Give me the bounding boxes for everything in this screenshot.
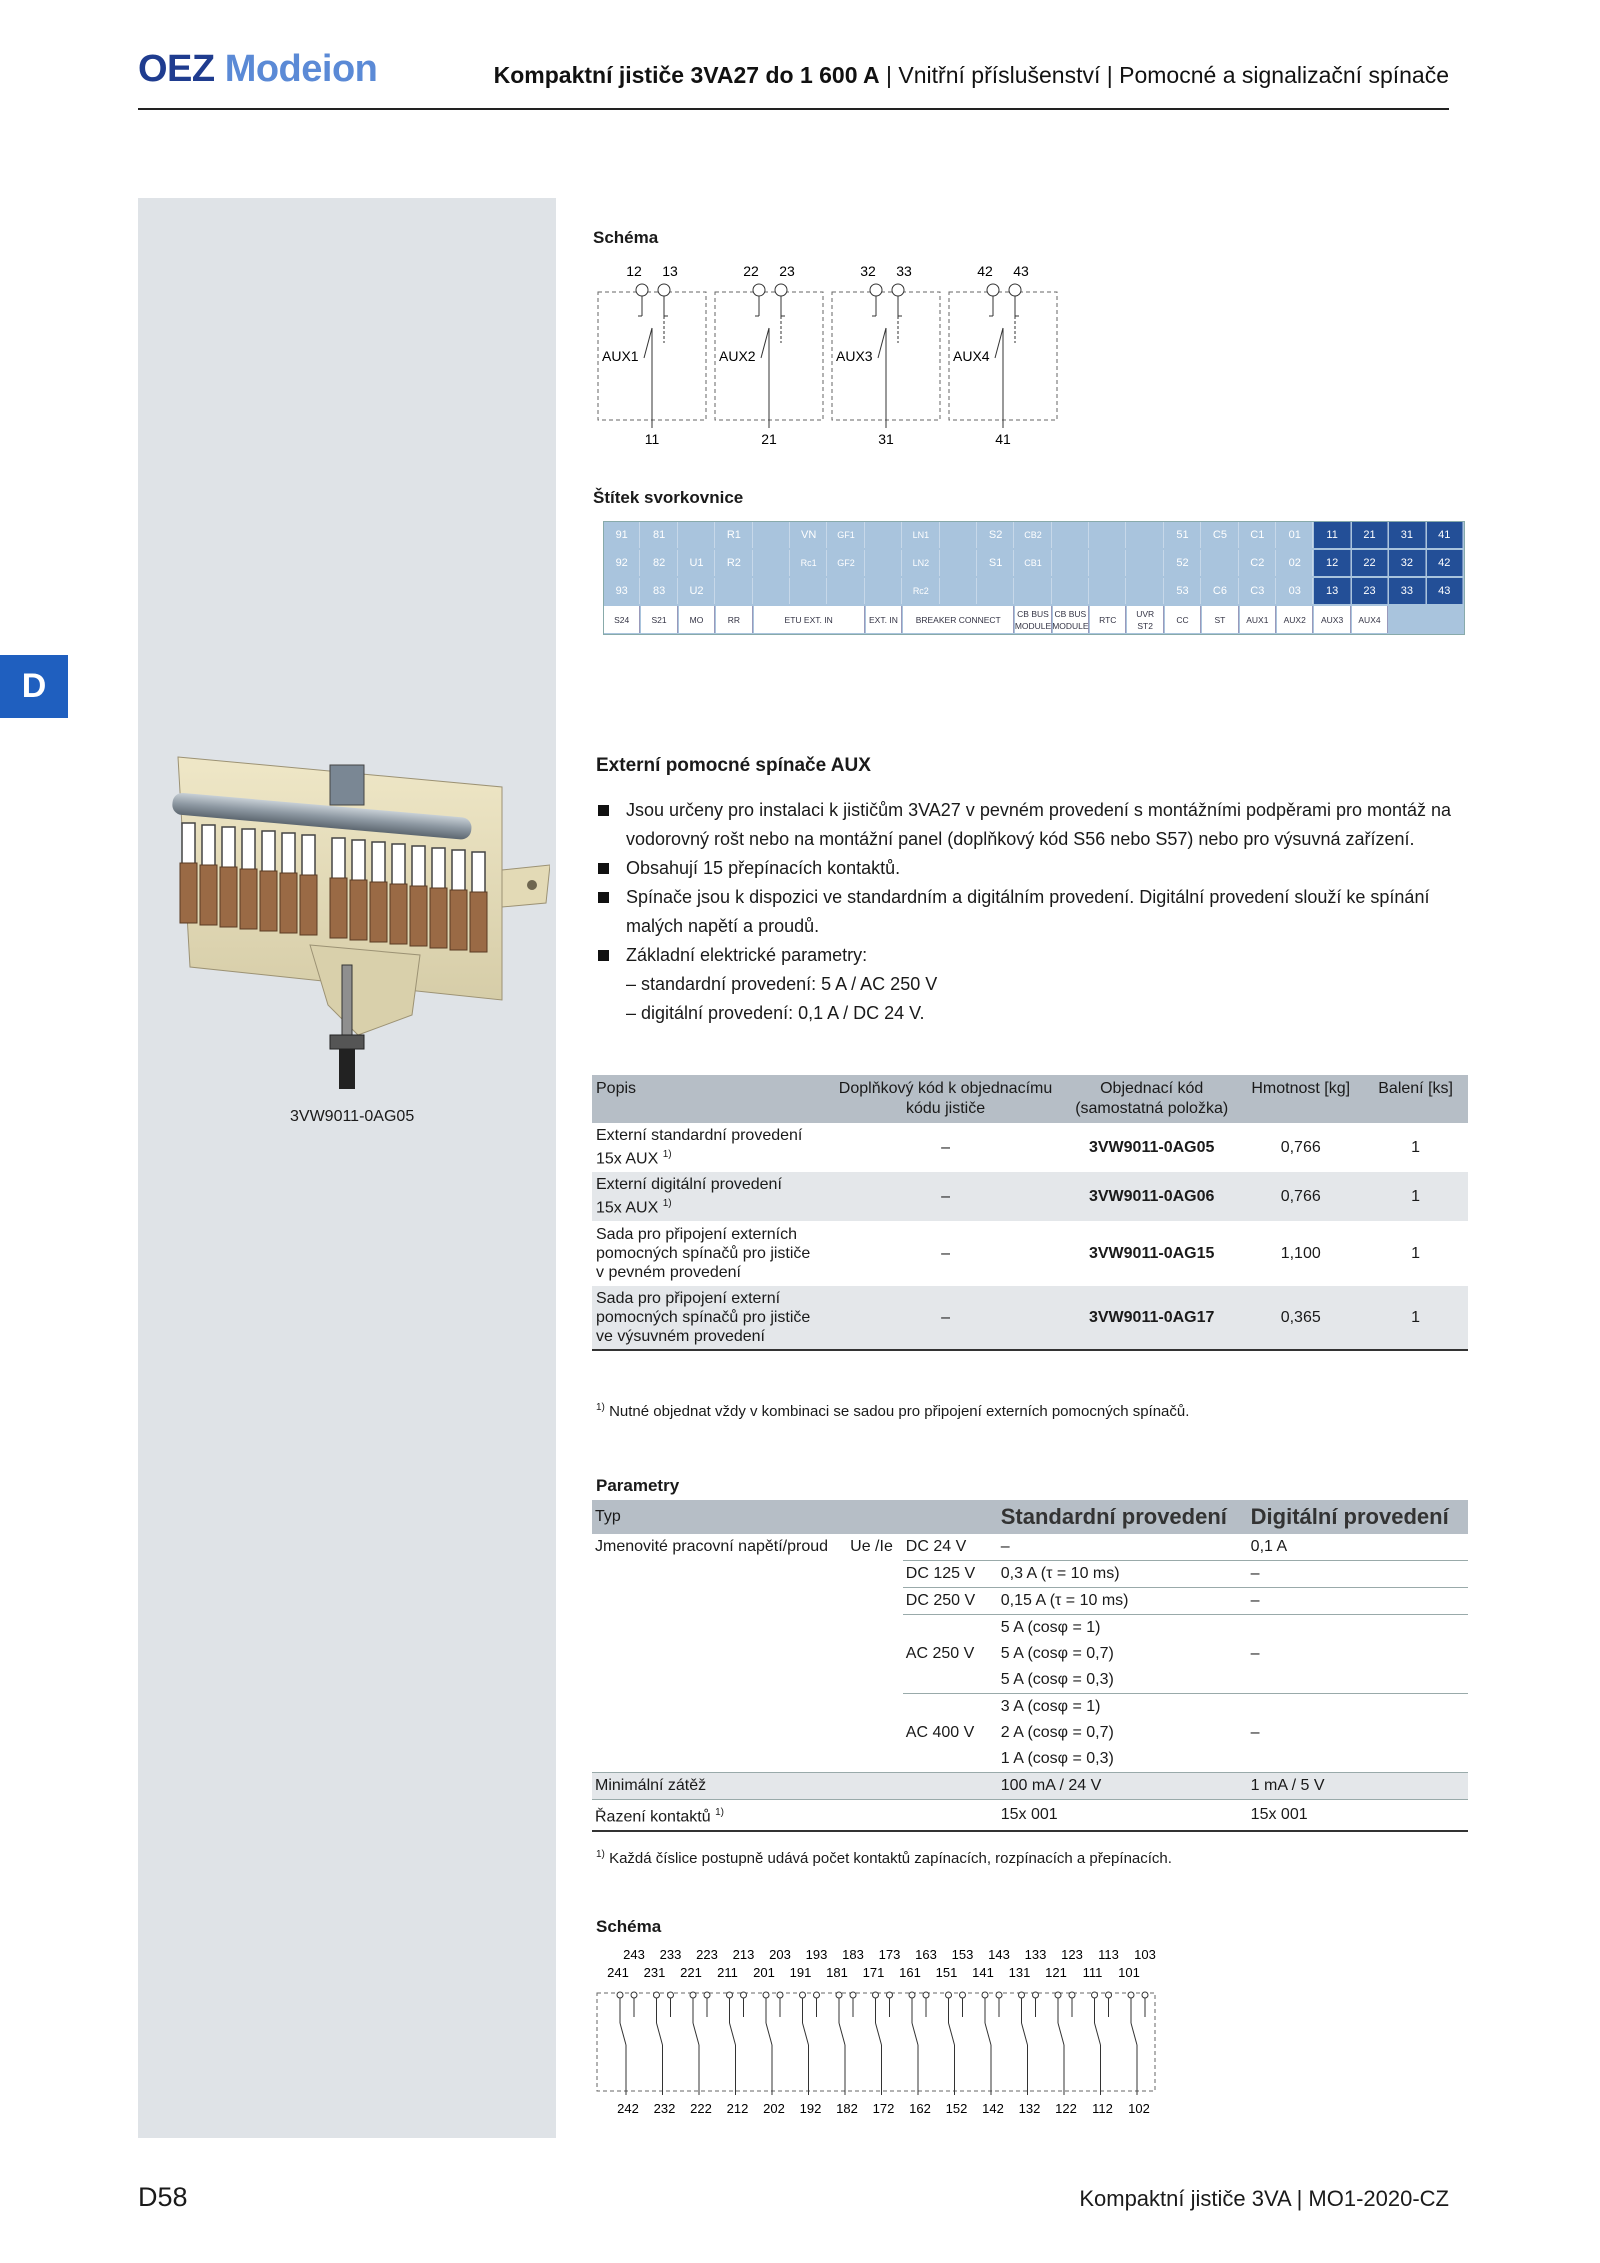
terminal-cell: 41: [1427, 522, 1463, 548]
terminal-label: 183: [842, 1947, 864, 1962]
terminal-node: [923, 1992, 929, 1998]
terminal-cell: [716, 578, 752, 604]
terminal-cell: 81: [641, 522, 677, 548]
terminal-node: [996, 1992, 1002, 1998]
terminal-cell: 52: [1165, 550, 1201, 576]
terminal-cell: 43: [1427, 578, 1463, 604]
terminal-label: 181: [826, 1965, 848, 1980]
terminal-label: 152: [945, 2101, 968, 2116]
terminal-label: 132: [1018, 2101, 1041, 2116]
terminal-label: 121: [1045, 1965, 1067, 1980]
terminal-group-label: S24: [604, 606, 640, 633]
chapter-tab[interactable]: D: [0, 655, 68, 718]
terminal-label: 102: [1128, 2101, 1150, 2116]
terminal-node: [1069, 1992, 1075, 1998]
terminal-label: 182: [836, 2101, 858, 2116]
table-row: 3 A (cosφ = 1): [1000, 1698, 1101, 1715]
terminal-cell: 13: [1314, 578, 1350, 604]
table-row: Externí digitální provedení 15x AUX $^{1)}$ – 3VW9011-0AG06 0,766 1: [592, 1172, 1468, 1221]
switch-blade: [761, 328, 769, 358]
terminal-group-label: CC: [1165, 606, 1201, 633]
terminal-cell: Rc1: [791, 550, 827, 576]
terminal-cell: [1015, 578, 1051, 604]
terminal-cell: [754, 550, 790, 576]
terminal-label: 162: [909, 2101, 931, 2116]
terminal-label: 141: [972, 1965, 994, 1980]
terminal-label: 192: [799, 2101, 822, 2116]
terminal-cell: C1: [1240, 522, 1276, 548]
terminal-cell: [941, 522, 977, 548]
terminal-node: [960, 1992, 966, 1998]
schema-title: Schéma: [593, 228, 659, 247]
aux-schema-diagram: [592, 258, 1072, 458]
terminal-node: [636, 284, 648, 296]
terminal-label: 223: [696, 1947, 718, 1962]
terminal-label: 153: [951, 1947, 974, 1962]
terminal-cell: 93: [604, 578, 640, 604]
aux-label: AUX4: [953, 348, 990, 364]
list-item: Základní elektrické parametry:: [596, 941, 1476, 970]
terminal-label: 212: [726, 2101, 749, 2116]
table-row: AC 400 V 2 A (cosφ = 0,7) –: [905, 1724, 1260, 1741]
terminal-group-label: AUX2: [1277, 606, 1313, 633]
terminal-cell: [828, 578, 864, 604]
terminal-node: [727, 1992, 733, 1998]
terminal-cell: 83: [641, 578, 677, 604]
terminal-cell: CB1: [1015, 550, 1051, 576]
terminal-node: [946, 1992, 952, 1998]
terminal-node: [1128, 1992, 1134, 1998]
terminal-node: [1106, 1992, 1112, 1998]
terminal-cell: S1: [978, 550, 1014, 576]
terminal-cell: 33: [1389, 578, 1425, 604]
table-row: 5 A (cosφ = 0,3): [592, 1667, 1468, 1694]
terminal-label: 33: [896, 263, 912, 279]
terminal-label: 213: [732, 1947, 755, 1962]
terminal-cell: [754, 578, 790, 604]
terminal-node: [870, 284, 882, 296]
terminal-title: Štítek svorkovnice: [593, 488, 744, 507]
terminal-label: 31: [878, 431, 894, 447]
terminal-cell: C5: [1202, 522, 1238, 548]
terminal-group-label: UVR ST2: [1127, 606, 1163, 633]
table-row: Jmenovité pracovní napětí/proud Ue /Ie DC 24 V – 0,1 A: [592, 1534, 1468, 1561]
terminal-cell: R2: [716, 550, 752, 576]
switch-blade: [1131, 2023, 1137, 2045]
terminal-label: 221: [680, 1965, 702, 1980]
terminal-label: 202: [763, 2101, 785, 2116]
terminal-label: 103: [1134, 1947, 1156, 1962]
switch-blade: [644, 328, 652, 358]
terminal-cell: [1053, 578, 1089, 604]
terminal-label: 201: [753, 1965, 775, 1980]
terminal-label: 13: [662, 263, 678, 279]
terminal-cell: 31: [1389, 522, 1425, 548]
terminal-label: 243: [623, 1947, 645, 1962]
header-divider: [138, 108, 1449, 110]
switch-blade: [657, 2023, 663, 2045]
terminal-label: 22: [743, 263, 759, 279]
table-row: Sada pro připojení externích pomocných spínačů pro jističe v pevném provedení – 3VW9011-0AG15 1,100 1: [592, 1221, 1468, 1285]
table-row: DC 125 V 0,3 A (τ = 10 ms) –: [592, 1561, 1468, 1588]
switch-blade: [878, 328, 886, 358]
terminal-group-label: AUX3: [1314, 606, 1350, 633]
terminal-node: [658, 284, 670, 296]
table-row: DC 250 V 0,15 A (τ = 10 ms) –: [592, 1588, 1468, 1615]
terminal-label: 143: [988, 1947, 1010, 1962]
terminal-node: [741, 1992, 747, 1998]
terminal-label: 42: [977, 263, 993, 279]
switch-blade: [730, 2023, 736, 2045]
terminal-cell: [1202, 550, 1238, 576]
terminal-label: 142: [982, 2101, 1004, 2116]
terminal-cell: [866, 522, 902, 548]
terminal-cell: 82: [641, 550, 677, 576]
list-subitem: – digitální provedení: 0,1 A / DC 24 V.: [626, 1003, 925, 1023]
terminal-node: [909, 1992, 915, 1998]
terminal-cell: Rc2: [903, 578, 939, 604]
terminal-node: [777, 1992, 783, 1998]
terminal-cell: U2: [679, 578, 715, 604]
product-title: Externí pomocné spínače AUX: [596, 755, 871, 776]
terminal-node: [617, 1992, 623, 1998]
terminal-node: [1092, 1992, 1098, 1998]
terminal-label: 171: [862, 1965, 885, 1980]
switch-blade: [620, 2023, 626, 2045]
switch-blade: [876, 2023, 882, 2045]
terminal-cell: 53: [1165, 578, 1201, 604]
terminal-label: 193: [805, 1947, 828, 1962]
terminal-node: [873, 1992, 879, 1998]
terminal-node: [892, 284, 904, 296]
contact-schema-diagram: [592, 1945, 1172, 2120]
terminal-cell: 32: [1389, 550, 1425, 576]
terminal-label: 172: [872, 2101, 895, 2116]
terminal-node: [704, 1992, 710, 1998]
terminal-group-label: RTC: [1090, 606, 1126, 633]
terminal-cell: 22: [1352, 550, 1388, 576]
terminal-node: [887, 1992, 893, 1998]
terminal-group-label: ST: [1202, 606, 1238, 633]
terminal-cell: 11: [1314, 522, 1350, 548]
terminal-cell: R1: [716, 522, 752, 548]
terminal-cell: U1: [679, 550, 715, 576]
table-row: Externí standardní provedení 15x AUX $^{1)}$ – 3VW9011-0AG05 0,766 1: [592, 1123, 1468, 1172]
terminal-cell: [791, 578, 827, 604]
terminal-cell: 02: [1277, 550, 1313, 576]
page-number: D58: [138, 2182, 188, 2212]
table-row: 1 A (cosφ = 0,3): [592, 1746, 1468, 1773]
list-subitem: – standardní provedení: 5 A / AC 250 V: [626, 974, 938, 994]
terminal-node: [753, 284, 765, 296]
terminal-label: 241: [607, 1965, 629, 1980]
params-title: Parametry: [596, 1476, 680, 1495]
terminal-label: 122: [1055, 2101, 1077, 2116]
switch-blade: [912, 2023, 918, 2045]
terminal-cell: [941, 550, 977, 576]
terminal-node: [763, 1992, 769, 1998]
left-sidebar-panel: [138, 198, 556, 2138]
terminal-label: 191: [789, 1965, 812, 1980]
product-bullets: [596, 796, 1476, 1028]
list-item: Spínače jsou k dispozici ve standardním a digitálním provedení. Digitální provedení slouží ke spínání malých napětí a proudů.: [596, 883, 1476, 941]
terminal-label: 21: [761, 431, 777, 447]
switch-blade: [1058, 2023, 1064, 2045]
terminal-cell: C2: [1240, 550, 1276, 576]
terminal-cell: [1090, 550, 1126, 576]
terminal-label: 131: [1008, 1965, 1031, 1980]
schema2-title: Schéma: [596, 1917, 662, 1936]
terminal-label: 41: [995, 431, 1011, 447]
terminal-node: [982, 1992, 988, 1998]
terminal-node: [775, 284, 787, 296]
list-item: Jsou určeny pro instalaci k jističům 3VA27 v pevném provedení s montážními podpěrami pro montáž na vodorovný rošt nebo na montážní panel (doplňkový kód S56 nebo S57) nebo pro výsuvná zařízení.: [596, 796, 1476, 854]
terminal-cell: LN1: [903, 522, 939, 548]
terminal-group-label: BREAKER CONNECT: [903, 606, 1014, 633]
terminal-strip: [603, 521, 1465, 635]
terminal-group-label: RR: [716, 606, 752, 633]
terminal-label: 23: [779, 263, 795, 279]
terminal-node: [1142, 1992, 1148, 1998]
terminal-cell: [679, 522, 715, 548]
table-row: 5 A (cosφ = 1): [1000, 1619, 1101, 1636]
terminal-cell: 42: [1427, 550, 1463, 576]
terminal-label: 32: [860, 263, 876, 279]
terminal-group-label: CB BUS MODULE: [1053, 606, 1089, 633]
switch-blade: [803, 2023, 809, 2045]
terminal-cell: S2: [978, 522, 1014, 548]
terminal-node: [631, 1992, 637, 1998]
switch-blade: [985, 2023, 991, 2045]
terminal-cell: [1127, 550, 1163, 576]
aux-label: AUX2: [719, 348, 756, 364]
terminal-group-label: ETU EXT. IN: [754, 606, 865, 633]
terminal-cell: 03: [1277, 578, 1313, 604]
terminal-cell: [978, 578, 1014, 604]
terminal-node: [690, 1992, 696, 1998]
terminal-label: 11: [644, 431, 660, 447]
terminal-label: 173: [878, 1947, 901, 1962]
terminal-cell: [1090, 522, 1126, 548]
terminal-label: 123: [1061, 1947, 1083, 1962]
aux-label: AUX1: [602, 348, 639, 364]
terminal-cell: [754, 522, 790, 548]
terminal-label: 211: [717, 1965, 738, 1980]
terminal-group-label: MO: [679, 606, 715, 633]
params-table: [592, 1500, 1468, 1832]
terminal-cell: 12: [1314, 550, 1350, 576]
terminal-cell: VN: [791, 522, 827, 548]
header-title: Kompaktní jističe 3VA27 do 1 600 A | Vnitřní příslušenství | Pomocné a signalizační spínače: [493, 62, 1449, 88]
terminal-node: [850, 1992, 856, 1998]
product-image: [150, 745, 550, 1125]
terminal-cell: 21: [1352, 522, 1388, 548]
table-row: Sada pro připojení externí pomocných spínačů pro jističe ve výsuvném provedení – 3VW9011-0AG17 0,365 1: [592, 1285, 1468, 1350]
table-row: Řazení kontaktů $^{1)}$ 15x 001 15x 001: [592, 1800, 1468, 1832]
terminal-cell: 91: [604, 522, 640, 548]
order-table: [592, 1075, 1468, 1351]
terminal-cell: 92: [604, 550, 640, 576]
terminal-cell: CB2: [1015, 522, 1051, 548]
terminal-label: 133: [1024, 1947, 1047, 1962]
terminal-node: [668, 1992, 674, 1998]
switch-blade: [693, 2023, 699, 2045]
switch-blade: [839, 2023, 845, 2045]
terminal-cell: [1127, 522, 1163, 548]
terminal-label: 43: [1013, 263, 1029, 279]
switch-blade: [1095, 2023, 1101, 2045]
terminal-label: 112: [1092, 2101, 1113, 2116]
terminal-cell: [866, 550, 902, 576]
terminal-cell: C6: [1202, 578, 1238, 604]
table-header-row: Typ Standardní provedení Digitální provedení: [592, 1500, 1468, 1534]
terminal-label: 231: [643, 1965, 666, 1980]
params-footnote: $^{1)}$ Každá číslice postupně udává počet kontaktů zapínacích, rozpínacích a přepínacích.: [596, 1849, 1172, 1867]
terminal-cell: LN2: [903, 550, 939, 576]
terminal-node: [654, 1992, 660, 1998]
table-row: AC 250 V 5 A (cosφ = 0,7) –: [905, 1645, 1260, 1662]
terminal-cell: GF2: [828, 550, 864, 576]
terminal-node: [987, 284, 999, 296]
terminal-group-label: S21: [641, 606, 677, 633]
footer-title: Kompaktní jističe 3VA | MO1-2020-CZ: [1079, 2186, 1449, 2211]
switch-blade: [949, 2023, 955, 2045]
terminal-cell: [866, 578, 902, 604]
terminal-label: 111: [1082, 1965, 1103, 1980]
terminal-cell: [941, 578, 977, 604]
terminal-cell: 23: [1352, 578, 1388, 604]
terminal-label: 233: [659, 1947, 682, 1962]
terminal-label: 101: [1118, 1965, 1140, 1980]
terminal-label: 113: [1098, 1947, 1119, 1962]
terminal-group-label: CB BUS MODULE: [1015, 606, 1051, 633]
brand-logo: OEZ Modeion: [138, 48, 378, 90]
terminal-node: [1033, 1992, 1039, 1998]
terminal-node: [836, 1992, 842, 1998]
table-header-row: Popis Doplňkový kód k objednacímu kódu jističe Objednací kód (samostatná položka) Hmotnost [kg] Balení [ks]: [592, 1075, 1468, 1123]
product-image-caption: 3VW9011-0AG05: [290, 1108, 415, 1125]
terminal-cell: 01: [1277, 522, 1313, 548]
order-footnote: $^{1)}$ Nutné objednat vždy v kombinaci se sadou pro připojení externích pomocných spínačů.: [596, 1402, 1190, 1420]
terminal-label: 161: [899, 1965, 921, 1980]
terminal-node: [1055, 1992, 1061, 1998]
terminal-cell: GF1: [828, 522, 864, 548]
switch-blade: [766, 2023, 772, 2045]
aux-label: AUX3: [836, 348, 873, 364]
terminal-node: [814, 1992, 820, 1998]
terminal-cell: [1053, 522, 1089, 548]
terminal-group-label: EXT. IN: [866, 606, 902, 633]
terminal-cell: [1053, 550, 1089, 576]
terminal-label: 242: [617, 2101, 639, 2116]
terminal-group-label: AUX1: [1240, 606, 1276, 633]
switch-blade: [995, 328, 1003, 358]
table-row: Minimální zátěž 100 mA / 24 V 1 mA / 5 V: [592, 1773, 1468, 1800]
list-item: Obsahují 15 přepínacích kontaktů.: [596, 854, 1476, 883]
terminal-cell: C3: [1240, 578, 1276, 604]
terminal-node: [800, 1992, 806, 1998]
terminal-label: 232: [653, 2101, 676, 2116]
terminal-label: 12: [626, 263, 642, 279]
terminal-label: 222: [690, 2101, 712, 2116]
terminal-label: 203: [769, 1947, 791, 1962]
terminal-label: 163: [915, 1947, 937, 1962]
terminal-cell: [1090, 578, 1126, 604]
terminal-cell: [1127, 578, 1163, 604]
terminal-cell: 51: [1165, 522, 1201, 548]
terminal-group-label: AUX4: [1352, 606, 1388, 633]
terminal-node: [1019, 1992, 1025, 1998]
terminal-node: [1009, 284, 1021, 296]
terminal-label: 151: [935, 1965, 958, 1980]
switch-blade: [1022, 2023, 1028, 2045]
